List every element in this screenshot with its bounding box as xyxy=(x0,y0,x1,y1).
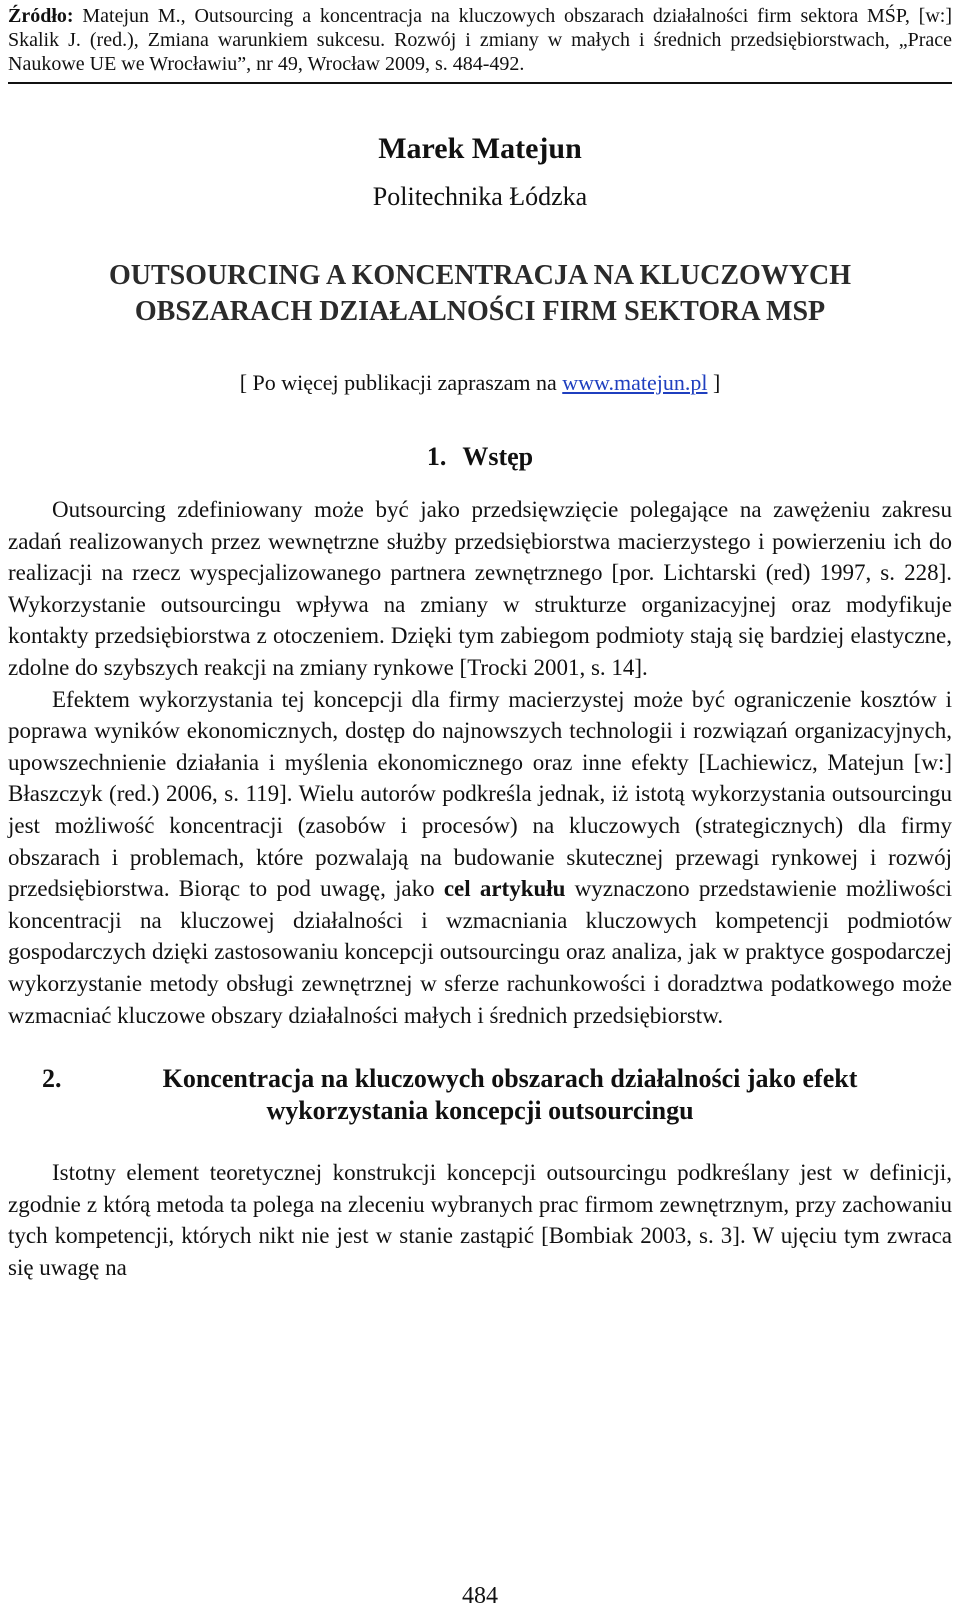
section-1-title: Wstęp xyxy=(462,442,534,471)
section-2-title-line-2: wykorzystania koncepcji outsourcingu xyxy=(266,1096,694,1126)
source-citation xyxy=(8,4,952,84)
paper-title-line-2: OBSZARACH DZIAŁALNOŚCI FIRM SEKTORA MSP xyxy=(134,296,826,327)
source-label: Źródło: xyxy=(8,5,74,27)
promo-before: [ Po więcej publikacji zapraszam na xyxy=(239,370,563,395)
paragraph-2-bold: cel artykułu xyxy=(443,876,566,902)
paragraph-1: Outsourcing zdefiniowany może być jako przedsięwzięcie polegające na zawężeniu zakresu zadań realizowanych przez wewnętrzne służby przedsiębiorstwa macierzystego i powierzeniu ich do realizacji na rzecz wyspecjalizowanego partnera zewnętrznego [por. Lichtarski (red) 1997, s. 228]. Wykorzystanie outsourcingu wpływa na zmiany w strukturze organizacyjnej oraz modyfikuje kontakty przedsiębiorstwa z otoczeniem. Dzięki tym zabiegom podmioty stają się bardziej elastyczne, zdolne do szybszych reakcji na zmiany rynkowe [Trocki 2001, s. 14]. xyxy=(8,497,952,680)
promo-after: ] xyxy=(707,370,721,395)
document-page xyxy=(8,0,952,1283)
page-number: 484 xyxy=(462,1583,498,1609)
promo-line xyxy=(8,370,952,396)
paragraph-2 xyxy=(8,684,952,1032)
section-1-heading xyxy=(8,442,952,472)
section-1-number: 1. xyxy=(426,442,447,471)
paragraph-3: Istotny element teoretycznej konstrukcji koncepcji outsourcingu podkreślany jest w definicji, zgodnie z którą metoda ta polega na zleceniu wybranych prac firmom zewnętrznym, przy zachowaniu tych kompetencji, których nikt nie jest w stanie zastąpić [Bombiak 2003, s. 3]. W ujęciu tym zwraca się uwagę na xyxy=(8,1160,952,1280)
section-2-heading xyxy=(8,1063,952,1127)
paper-title-line-1: OUTSOURCING A KONCENTRACJA NA KLUCZOWYCH xyxy=(108,260,852,291)
author-name: Marek Matejun xyxy=(378,132,582,165)
paragraph-2-part-a: Efektem wykorzystania tej koncepcji dla firmy macierzystej może być ograniczenie kosztów i poprawa wyników ekonomicznych, dostęp do najnowszych technologii i rozwiązań organizacyjnych, upowszechnienie działania i myślenia ekonomicznego oraz inne efekty [Lachiewicz, Matejun [w:] Błaszczyk (red.) 2006, s. 119]. Wielu autorów podkreśla jednak, iż istotą wykorzystania outsourcingu jest możliwość koncentracji (zasobów i procesów) na kluczowych (strategicznych) dla firmy obszarach i problemach, które pozwalają na budowanie skutecznej przewagi rynkowej i rozwój przedsiębiorstwa. Biorąc to pod uwagę, jako xyxy=(8,686,952,902)
source-text: Matejun M., Outsourcing a koncentracja na kluczowych obszarach działalności firm sektora MŚP, [w:] Skalik J. (red.), Zmiana warunkiem sukcesu. Rozwój i zmiany w małych i średnich przedsiębiorstwach, „Prace Naukowe UE we Wrocławiu”, nr 49, Wrocław 2009, s. 484-492. xyxy=(8,5,952,75)
author-affiliation: Politechnika Łódzka xyxy=(372,182,588,211)
paragraph-2-part-b: wyznaczono przedstawienie możliwości koncentracji na kluczowej działalności i wzmacniania kluczowych kompetencji podmiotów gospodarczych dzięki zastosowaniu koncepcji outsourcingu oraz analiza, jak w praktyce gospodarczej wykorzystanie metody obsługi zewnętrznej w sferze rachunkowości i doradztwa podatkowego może wzmacniać kluczowe obszary działalności małych i średnich przedsiębiorstw. xyxy=(8,876,952,1028)
section-2-number: 2. xyxy=(42,1064,62,1094)
website-link[interactable]: www.matejun.pl xyxy=(562,370,708,395)
paper-title xyxy=(8,258,952,330)
section-2-title-line-1: Koncentracja na kluczowych obszarach działalności jako efekt xyxy=(162,1064,858,1094)
